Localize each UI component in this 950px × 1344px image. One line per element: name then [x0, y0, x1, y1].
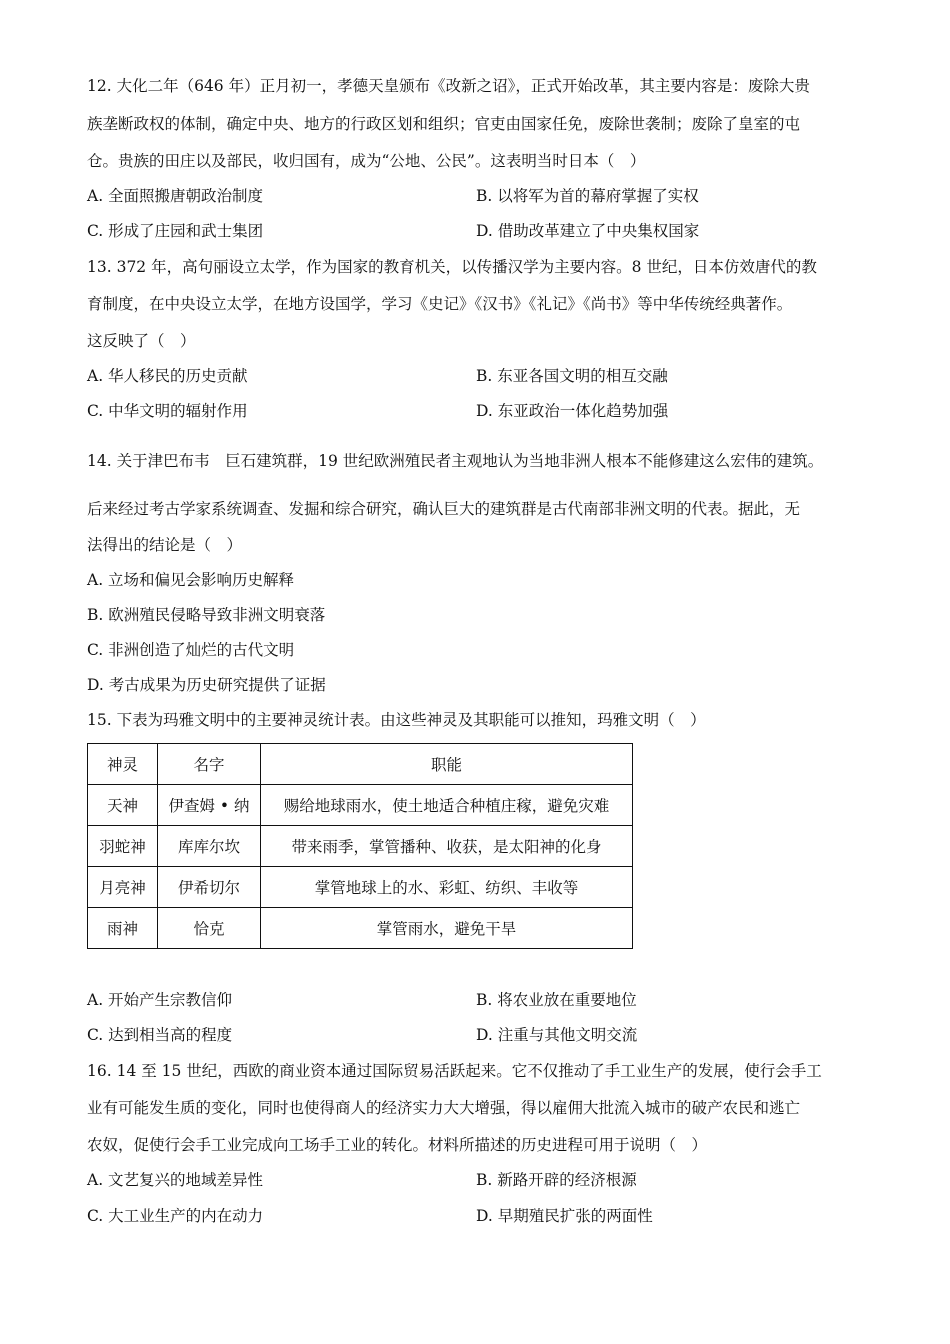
table-cell: 掌管地球上的水、彩虹、纺织、丰收等 — [261, 867, 633, 908]
q13-stem-line-1: 13. 372 年，高句丽设立太学，作为国家的教育机关，以传播汉学为主要内容。8 世纪，日本仿效唐代的教 — [87, 258, 817, 276]
q14-stem-line-1: 14. 关于津巴布韦 巨石建筑群，19 世纪欧洲殖民者主观地认为当地非洲人根本不能修建这么宏伟的建筑。 — [87, 452, 824, 470]
q14-stem-line-3: 法得出的结论是（ ） — [87, 536, 243, 554]
q13-option-d[interactable]: D. 东亚政治一体化趋势加强 — [476, 402, 669, 420]
q12-stem-line-1: 12. 大化二年（646 年）正月初一，孝德天皇颁布《改新之诏》，正式开始改革，其主要内容是：废除大贵 — [87, 77, 810, 95]
q15-option-b[interactable]: B. 将农业放在重要地位 — [476, 991, 637, 1009]
table-header-cell: 神灵 — [88, 744, 158, 785]
q16-stem-line-2: 业有可能发生质的变化，同时也使得商人的经济实力大大增强，得以雇佣大批流入城市的破产农民和逃亡 — [87, 1099, 801, 1117]
q15-option-a[interactable]: A. 开始产生宗教信仰 — [87, 991, 233, 1009]
q16-option-d[interactable]: D. 早期殖民扩张的两面性 — [476, 1207, 653, 1225]
q12-option-d[interactable]: D. 借助改革建立了中央集权国家 — [476, 222, 700, 240]
table-row — [88, 867, 633, 908]
table-cell: 羽蛇神 — [88, 826, 158, 867]
q13-option-a[interactable]: A. 华人移民的历史贡献 — [87, 367, 248, 385]
table-row — [88, 785, 633, 826]
q14-stem-line-2: 后来经过考古学家系统调查、发掘和综合研究，确认巨大的建筑群是古代南部非洲文明的代表。据此，无 — [87, 500, 801, 518]
q16-stem-line-3: 农奴，促使行会手工业完成向工场手工业的转化。材料所描述的历史进程可用于说明（ ） — [87, 1136, 708, 1154]
q16-option-c[interactable]: C. 大工业生产的内在动力 — [87, 1207, 264, 1225]
q12-option-a[interactable]: A. 全面照搬唐朝政治制度 — [87, 187, 264, 205]
q16-option-a[interactable]: A. 文艺复兴的地域差异性 — [87, 1171, 264, 1189]
table-cell: 赐给地球雨水，使土地适合种植庄稼，避免灾难 — [261, 785, 633, 826]
q14-option-d[interactable]: D. 考古成果为历史研究提供了证据 — [87, 676, 326, 694]
q13-option-c[interactable]: C. 中华文明的辐射作用 — [87, 402, 248, 420]
table-header-cell: 名字 — [158, 744, 261, 785]
table-cell: 带来雨季，掌管播种、收获，是太阳神的化身 — [261, 826, 633, 867]
maya-gods-table — [87, 743, 633, 949]
table-header-row — [88, 744, 633, 785]
table-header-cell: 职能 — [261, 744, 633, 785]
q14-option-b[interactable]: B. 欧洲殖民侵略导致非洲文明衰落 — [87, 606, 326, 624]
table-cell: 伊希切尔 — [158, 867, 261, 908]
q12-option-b[interactable]: B. 以将军为首的幕府掌握了实权 — [476, 187, 699, 205]
q14-option-a[interactable]: A. 立场和偏见会影响历史解释 — [87, 571, 295, 589]
q13-stem-line-3: 这反映了（ ） — [87, 332, 196, 350]
table-cell: 掌管雨水，避免干旱 — [261, 908, 633, 949]
table-cell: 雨神 — [88, 908, 158, 949]
table-row — [88, 826, 633, 867]
table-cell: 月亮神 — [88, 867, 158, 908]
q12-option-c[interactable]: C. 形成了庄园和武士集团 — [87, 222, 264, 240]
table-cell: 伊查姆 • 纳 — [158, 785, 261, 826]
q14-option-c[interactable]: C. 非洲创造了灿烂的古代文明 — [87, 641, 295, 659]
q15-stem: 15. 下表为玛雅文明中的主要神灵统计表。由这些神灵及其职能可以推知，玛雅文明（ ） — [87, 711, 706, 729]
table-cell: 库库尔坎 — [158, 826, 261, 867]
q12-stem-line-2: 族垄断政权的体制，确定中央、地方的行政区划和组织；官吏由国家任免，废除世袭制；废除了皇室的屯 — [87, 115, 801, 133]
table-cell: 恰克 — [158, 908, 261, 949]
q15-option-d[interactable]: D. 注重与其他文明交流 — [476, 1026, 638, 1044]
q16-stem-line-1: 16. 14 至 15 世纪，西欧的商业资本通过国际贸易活跃起来。它不仅推动了手工业生产的发展，使行会手工 — [87, 1062, 822, 1080]
table-cell: 天神 — [88, 785, 158, 826]
table-row — [88, 908, 633, 949]
q16-option-b[interactable]: B. 新路开辟的经济根源 — [476, 1171, 637, 1189]
q13-option-b[interactable]: B. 东亚各国文明的相互交融 — [476, 367, 668, 385]
q15-option-c[interactable]: C. 达到相当高的程度 — [87, 1026, 233, 1044]
q13-stem-line-2: 育制度，在中央设立太学，在地方设国学，学习《史记》《汉书》《礼记》《尚书》等中华传统经典著作。 — [87, 295, 793, 313]
q12-stem-line-3: 仓。贵族的田庄以及部民，收归国有，成为“公地、公民”。这表明当时日本（ ） — [87, 152, 646, 170]
